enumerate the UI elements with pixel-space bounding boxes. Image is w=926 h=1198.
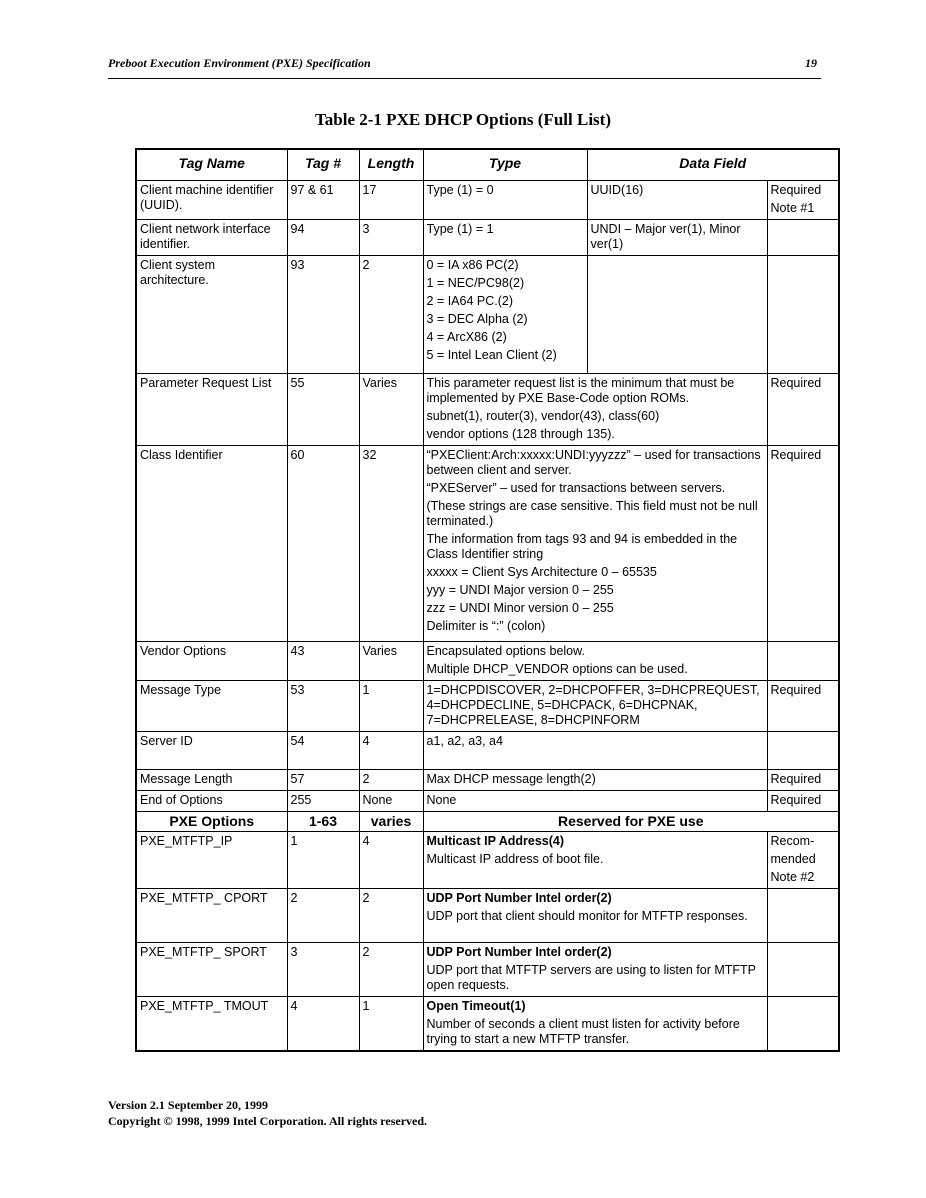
description-cell bbox=[423, 681, 767, 732]
requirement-cell bbox=[767, 997, 839, 1052]
requirement-line: Required bbox=[770, 376, 822, 390]
description-cell bbox=[423, 642, 767, 681]
table-row bbox=[136, 446, 839, 642]
description-line: xxxxx = Client Sys Architecture 0 – 65535 bbox=[426, 565, 657, 579]
length-cell: 2 bbox=[359, 943, 423, 997]
tag-name-cell: PXE_MTFTP_ SPORT bbox=[136, 943, 287, 997]
tag-name-cell: Client system architecture. bbox=[136, 256, 287, 374]
option-description: Multicast IP address of boot file. bbox=[426, 852, 604, 866]
requirement-cell bbox=[767, 889, 839, 943]
tag-name-cell: Client network interface identifier. bbox=[136, 220, 287, 256]
requirement-cell bbox=[767, 732, 839, 770]
description-cell bbox=[423, 943, 767, 997]
tag-number-cell: 2 bbox=[287, 889, 359, 943]
tag-name-cell: Vendor Options bbox=[136, 642, 287, 681]
table-row bbox=[136, 791, 839, 812]
requirement-line: Recom- bbox=[770, 834, 815, 848]
pxe-options-header-row bbox=[136, 812, 839, 832]
table-row bbox=[136, 943, 839, 997]
type-line: 0 = IA x86 PC(2) bbox=[426, 258, 519, 272]
table-row bbox=[136, 642, 839, 681]
description-cell bbox=[423, 889, 767, 943]
description-line: Multiple DHCP_VENDOR options can be used. bbox=[426, 662, 688, 676]
description-line: a1, a2, a3, a4 bbox=[426, 734, 503, 748]
option-title: Multicast IP Address(4) bbox=[426, 834, 565, 848]
type-line: 3 = DEC Alpha (2) bbox=[426, 312, 528, 326]
tag-number-cell: 4 bbox=[287, 997, 359, 1052]
data-field-cell bbox=[587, 220, 767, 256]
page-number: 19 bbox=[805, 56, 817, 70]
type-line: 4 = ArcX86 (2) bbox=[426, 330, 507, 344]
table-row bbox=[136, 770, 839, 791]
tag-name-cell: PXE_MTFTP_ TMOUT bbox=[136, 997, 287, 1052]
header-tag-name: Tag Name bbox=[136, 149, 287, 181]
header-type: Type bbox=[423, 149, 587, 181]
requirement-line: Required bbox=[770, 772, 822, 786]
table-row bbox=[136, 681, 839, 732]
description-cell bbox=[423, 791, 767, 812]
tag-number-cell: 94 bbox=[287, 220, 359, 256]
option-title: UDP Port Number Intel order(2) bbox=[426, 891, 612, 905]
requirement-line: Required bbox=[770, 683, 822, 697]
requirement-cell bbox=[767, 832, 839, 889]
type-line: 5 = Intel Lean Client (2) bbox=[426, 348, 557, 362]
requirement-line: Required bbox=[770, 448, 822, 462]
description-line: Max DHCP message length(2) bbox=[426, 772, 596, 786]
tag-name-cell: Parameter Request List bbox=[136, 374, 287, 446]
tag-number-cell: 53 bbox=[287, 681, 359, 732]
requirement-line: mended bbox=[770, 852, 816, 866]
description-line: This parameter request list is the minimum that must be implemented by PXE Base-Code option ROMs. bbox=[426, 376, 735, 405]
requirement-cell bbox=[767, 256, 839, 374]
tag-name-cell: Message Type bbox=[136, 681, 287, 732]
table-row bbox=[136, 832, 839, 889]
page-footer bbox=[108, 1097, 427, 1129]
document-title: Preboot Execution Environment (PXE) Specification bbox=[108, 56, 371, 70]
option-title: UDP Port Number Intel order(2) bbox=[426, 945, 612, 959]
table-row bbox=[136, 220, 839, 256]
length-cell: 4 bbox=[359, 832, 423, 889]
description-line: The information from tags 93 and 94 is embedded in the Class Identifier string bbox=[426, 532, 738, 561]
description-cell bbox=[423, 770, 767, 791]
option-title: Open Timeout(1) bbox=[426, 999, 526, 1013]
copyright-line: Copyright © 1998, 1999 Intel Corporation. All rights reserved. bbox=[108, 1114, 428, 1128]
pxe-options-label: PXE Options bbox=[136, 812, 287, 832]
length-cell: 32 bbox=[359, 446, 423, 642]
requirement-cell bbox=[767, 446, 839, 642]
tag-name-cell: Class Identifier bbox=[136, 446, 287, 642]
tag-number-cell: 93 bbox=[287, 256, 359, 374]
table-header-row bbox=[136, 149, 839, 181]
requirement-cell bbox=[767, 943, 839, 997]
length-cell: 1 bbox=[359, 997, 423, 1052]
description-cell bbox=[423, 374, 767, 446]
description-cell bbox=[423, 997, 767, 1052]
type-line: 1 = NEC/PC98(2) bbox=[426, 276, 525, 290]
description-line: subnet(1), router(3), vendor(43), class(60) bbox=[426, 409, 660, 423]
description-line: (These strings are case sensitive. This field must not be null terminated.) bbox=[426, 499, 758, 528]
table-row bbox=[136, 374, 839, 446]
data-field-cell bbox=[587, 256, 767, 374]
tag-number-cell: 1 bbox=[287, 832, 359, 889]
table-caption: Table 2-1 PXE DHCP Options (Full List) bbox=[315, 110, 611, 129]
description-line: zzz = UNDI Minor version 0 – 255 bbox=[426, 601, 614, 615]
requirement-cell bbox=[767, 181, 839, 220]
tag-number-cell: 255 bbox=[287, 791, 359, 812]
table-row bbox=[136, 889, 839, 943]
pxe-reserved-label: Reserved for PXE use bbox=[423, 812, 839, 832]
version-line: Version 2.1 September 20, 1999 bbox=[108, 1098, 268, 1112]
description-line: “PXEServer” – used for transactions between servers. bbox=[426, 481, 726, 495]
option-description: UDP port that MTFTP servers are using to listen for MTFTP open requests. bbox=[426, 963, 756, 992]
tag-number-cell: 3 bbox=[287, 943, 359, 997]
length-cell: 2 bbox=[359, 256, 423, 374]
table-row bbox=[136, 256, 839, 374]
requirement-cell bbox=[767, 220, 839, 256]
requirement-line: Note #1 bbox=[770, 201, 815, 215]
requirement-cell bbox=[767, 791, 839, 812]
pxe-tag-range: 1-63 bbox=[287, 812, 359, 832]
requirement-cell bbox=[767, 642, 839, 681]
tag-name-cell: Client machine identifier (UUID). bbox=[136, 181, 287, 220]
header-tag-number: Tag # bbox=[287, 149, 359, 181]
length-cell: Varies bbox=[359, 642, 423, 681]
header-length: Length bbox=[359, 149, 423, 181]
tag-number-cell: 54 bbox=[287, 732, 359, 770]
tag-number-cell: 97 & 61 bbox=[287, 181, 359, 220]
pxe-length: varies bbox=[359, 812, 423, 832]
description-line: “PXEClient:Arch:xxxxx:UNDI:yyyzzz” – used for transactions between client and server. bbox=[426, 448, 761, 477]
requirement-line: Required bbox=[770, 793, 822, 807]
requirement-line: Note #2 bbox=[770, 870, 815, 884]
type-cell bbox=[423, 256, 587, 374]
length-cell: 2 bbox=[359, 770, 423, 791]
tag-name-cell: Message Length bbox=[136, 770, 287, 791]
tag-name-cell: PXE_MTFTP_IP bbox=[136, 832, 287, 889]
description-line: Delimiter is “:” (colon) bbox=[426, 619, 546, 633]
type-line: Type (1) = 0 bbox=[426, 183, 494, 197]
header-data-field: Data Field bbox=[587, 149, 839, 181]
tag-name-cell: Server ID bbox=[136, 732, 287, 770]
type-cell bbox=[423, 181, 587, 220]
length-cell: 1 bbox=[359, 681, 423, 732]
tag-number-cell: 57 bbox=[287, 770, 359, 791]
tag-name-cell: PXE_MTFTP_ CPORT bbox=[136, 889, 287, 943]
description-line: 1=DHCPDISCOVER, 2=DHCPOFFER, 3=DHCPREQUEST, 4=DHCPDECLINE, 5=DHCPACK, 6=DHCPNAK, 7=DHCPRELEASE, 8=DHCPINFORM bbox=[426, 683, 760, 727]
requirement-cell bbox=[767, 770, 839, 791]
type-cell bbox=[423, 220, 587, 256]
tag-number-cell: 55 bbox=[287, 374, 359, 446]
description-cell bbox=[423, 446, 767, 642]
description-line: yyy = UNDI Major version 0 – 255 bbox=[426, 583, 614, 597]
description-line: None bbox=[426, 793, 457, 807]
length-cell: None bbox=[359, 791, 423, 812]
length-cell: Varies bbox=[359, 374, 423, 446]
requirement-line: Required bbox=[770, 183, 822, 197]
type-line: 2 = IA64 PC.(2) bbox=[426, 294, 513, 308]
tag-name-cell: End of Options bbox=[136, 791, 287, 812]
description-line: vendor options (128 through 135). bbox=[426, 427, 615, 441]
data-line: UNDI – Major ver(1), Minor ver(1) bbox=[590, 222, 741, 251]
dhcp-options-table bbox=[135, 148, 840, 1052]
length-cell: 3 bbox=[359, 220, 423, 256]
table-row bbox=[136, 181, 839, 220]
type-line: Type (1) = 1 bbox=[426, 222, 494, 236]
tag-number-cell: 60 bbox=[287, 446, 359, 642]
data-line: UUID(16) bbox=[590, 183, 644, 197]
description-cell bbox=[423, 832, 767, 889]
data-field-cell bbox=[587, 181, 767, 220]
table-row bbox=[136, 732, 839, 770]
requirement-cell bbox=[767, 681, 839, 732]
length-cell: 17 bbox=[359, 181, 423, 220]
table-row bbox=[136, 997, 839, 1052]
length-cell: 4 bbox=[359, 732, 423, 770]
description-line: Encapsulated options below. bbox=[426, 644, 585, 658]
running-header bbox=[108, 56, 821, 79]
option-description: Number of seconds a client must listen for activity before trying to start a new MTFTP transfer. bbox=[426, 1017, 740, 1046]
requirement-cell bbox=[767, 374, 839, 446]
description-cell bbox=[423, 732, 767, 770]
option-description: UDP port that client should monitor for MTFTP responses. bbox=[426, 909, 748, 923]
length-cell: 2 bbox=[359, 889, 423, 943]
tag-number-cell: 43 bbox=[287, 642, 359, 681]
